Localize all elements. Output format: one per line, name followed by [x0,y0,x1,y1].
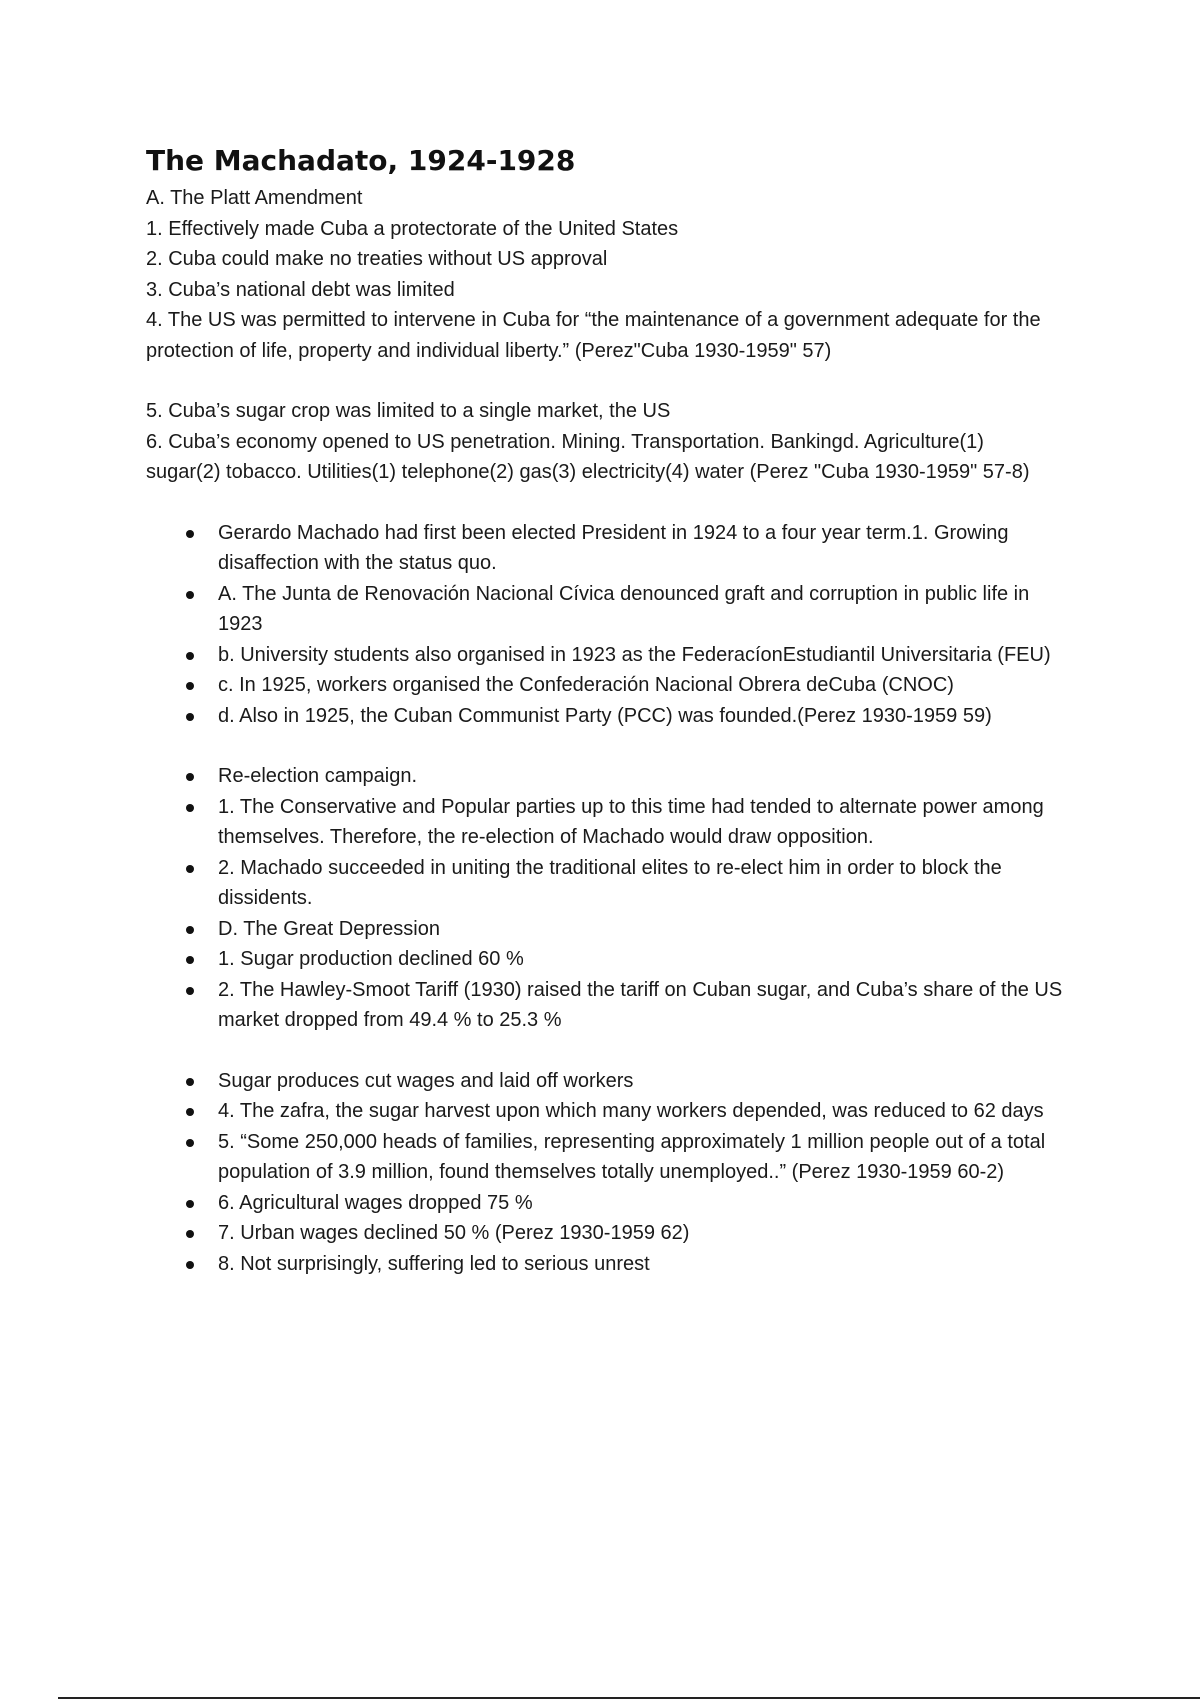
list-item: c. In 1925, workers organised the Confederación Nacional Obrera deCuba (CNOC) [146,670,1066,701]
list-item: 1. The Conservative and Popular parties up to this time had tended to alternate power among themselves. Therefore, the re-election of Machado would draw opposition. [146,792,1066,853]
list-item: A. The Junta de Renovación Nacional Cívica denounced graft and corruption in public life in 1923 [146,579,1066,640]
intro-section [146,183,1066,366]
second-line-5: 5. Cuba’s sugar crop was limited to a single market, the US [146,400,671,422]
list-item: 2. Machado succeeded in uniting the traditional elites to re-elect him in order to block the dissidents. [146,853,1066,914]
list-item: D. The Great Depression [146,914,1066,945]
second-section [146,396,1066,488]
bullet-list-depression [146,1066,1066,1280]
list-item: Sugar produces cut wages and laid off workers [146,1066,1066,1097]
spacer [146,731,1066,761]
intro-line-3: 3. Cuba’s national debt was limited [146,278,455,301]
bullet-list-reelection [146,761,1066,1036]
spacer [146,366,1066,396]
list-item: Re-election campaign. [146,761,1066,792]
list-item: 7. Urban wages declined 50 % (Perez 1930-1959 62) [146,1218,1066,1249]
second-line-6: 6. Cuba’s economy opened to US penetration. Mining. Transportation. Bankingd. Agriculture(1) sugar(2) tobacco. Utilities(1) telephone(2) gas(3) electricity(4) water (Perez "Cuba 1930-1959" 57-8) [146,430,1030,483]
intro-line-1: 1. Effectively made Cuba a protectorate of the United States [146,217,679,240]
list-item: 8. Not surprisingly, suffering led to serious unrest [146,1249,1066,1280]
list-item: d. Also in 1925, the Cuban Communist Party (PCC) was founded.(Perez 1930-1959 59) [146,701,1066,732]
intro-line-a: A. The Platt Amendment [146,187,363,209]
intro-line-2: 2. Cuba could make no treaties without US approval [146,248,608,270]
page-title: The Machadato, 1924-1928 [146,144,576,177]
list-item: Gerardo Machado had first been elected President in 1924 to a four year term.1. Growing disaffection with the status quo. [146,518,1066,579]
spacer [146,1036,1066,1066]
list-item: 6. Agricultural wages dropped 75 % [146,1188,1066,1219]
spacer [146,488,1066,518]
document-page [146,143,1066,1279]
list-item: 4. The zafra, the sugar harvest upon which many workers depended, was reduced to 62 days [146,1096,1066,1127]
list-item: 1. Sugar production declined 60 % [146,944,1066,975]
list-item: 5. “Some 250,000 heads of families, representing approximately 1 million people out of a total population of 3.9 million, found themselves totally unemployed..” (Perez 1930-1959 60-2) [146,1127,1066,1188]
bullet-list-machado [146,518,1066,732]
list-item: b. University students also organised in 1923 as the FederacíonEstudiantil Universitaria (FEU) [146,640,1066,671]
list-item: 2. The Hawley-Smoot Tariff (1930) raised the tariff on Cuban sugar, and Cuba’s share of the US market dropped from 49.4 % to 25.3 % [146,975,1066,1036]
page-bottom-rule [58,1697,1200,1699]
intro-line-4: 4. The US was permitted to intervene in Cuba for “the maintenance of a government adequate for the protection of life, property and individual liberty.” (Perez"Cuba 1930-1959" 57) [146,309,1041,362]
